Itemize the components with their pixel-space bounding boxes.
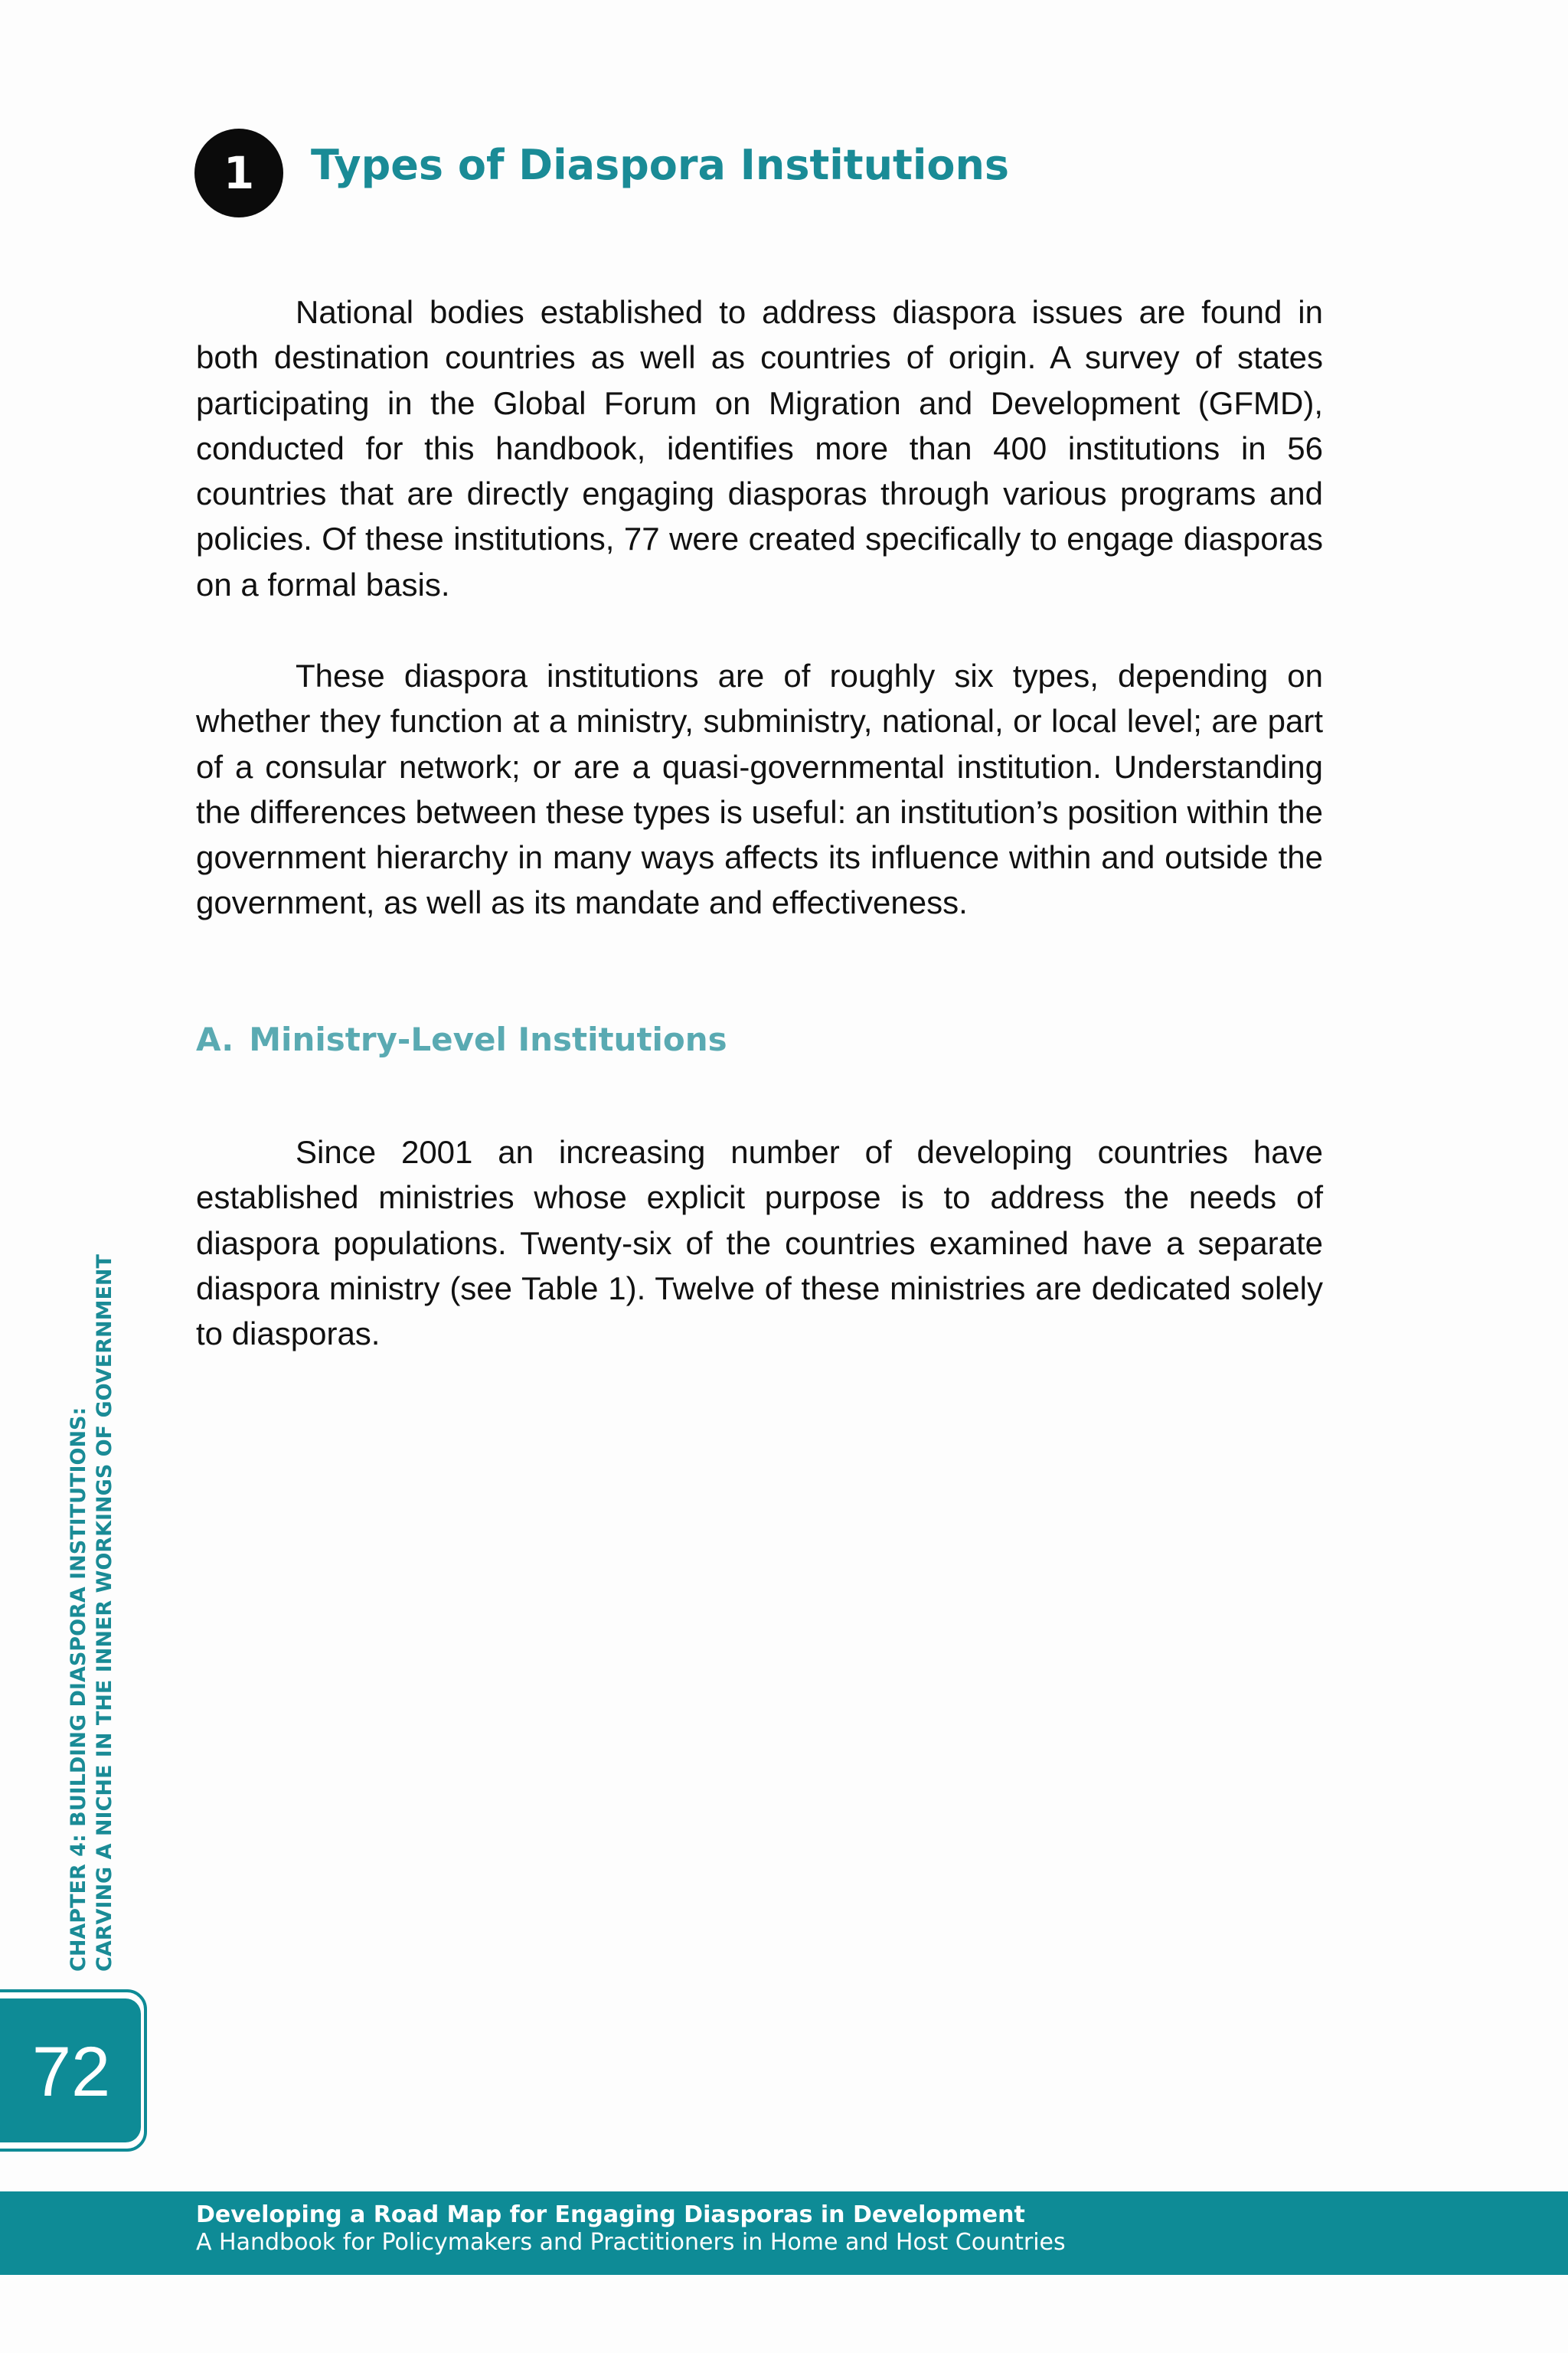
subsection-title: Ministry-Level Institutions <box>249 1021 727 1058</box>
section-number-badge: 1 <box>194 129 283 217</box>
footer-subtitle: A Handbook for Policymakers and Practitioners in Home and Host Countries <box>196 2229 1066 2256</box>
running-head-line-1: CHAPTER 4: BUILDING DIASPORA INSTITUTIONS: <box>67 1407 90 1972</box>
subsection-heading <box>196 1015 727 1064</box>
section-title: Types of Diaspora Institutions <box>311 141 1010 189</box>
running-head-line-2: CARVING A NICHE IN THE INNER WORKINGS OF GOVERNMENT <box>93 1254 116 1972</box>
body-paragraph-2: These diaspora institutions are of roughly six types, depending on whether they function at a ministry, subministry, national, or local level; are part of a consular network; or are a quasi-governmental institution. Understanding the differences between these types is useful: an institution’s position within the government hierarchy in many ways affects its influence within and outside the government, as well as its mandate and effectiveness. <box>196 658 1323 921</box>
body-paragraph-1: National bodies established to address diaspora issues are found in both destination countries as well as countries of origin. A survey of states participating in the Global Forum on Migration and Development (GFMD), conducted for this handbook, identifies more than 400 institutions in 56 countries that are directly engaging diasporas through various programs and policies. Of these institutions, 77 were created specifically to engage diasporas on a formal basis. <box>196 294 1323 603</box>
subsection-letter: A. <box>196 1021 234 1058</box>
page-number: 72 <box>31 2033 111 2111</box>
running-head <box>66 1244 118 1972</box>
footer-title: Developing a Road Map for Engaging Diasporas in Development <box>196 2201 1025 2228</box>
body-paragraph-3: Since 2001 an increasing number of developing countries have established ministries whose explicit purpose is to address the needs of diaspora populations. Twenty-six of the countries examined have a separate diaspora ministry (see Table 1). Twelve of these ministries are dedicated solely to diasporas. <box>196 1134 1323 1352</box>
